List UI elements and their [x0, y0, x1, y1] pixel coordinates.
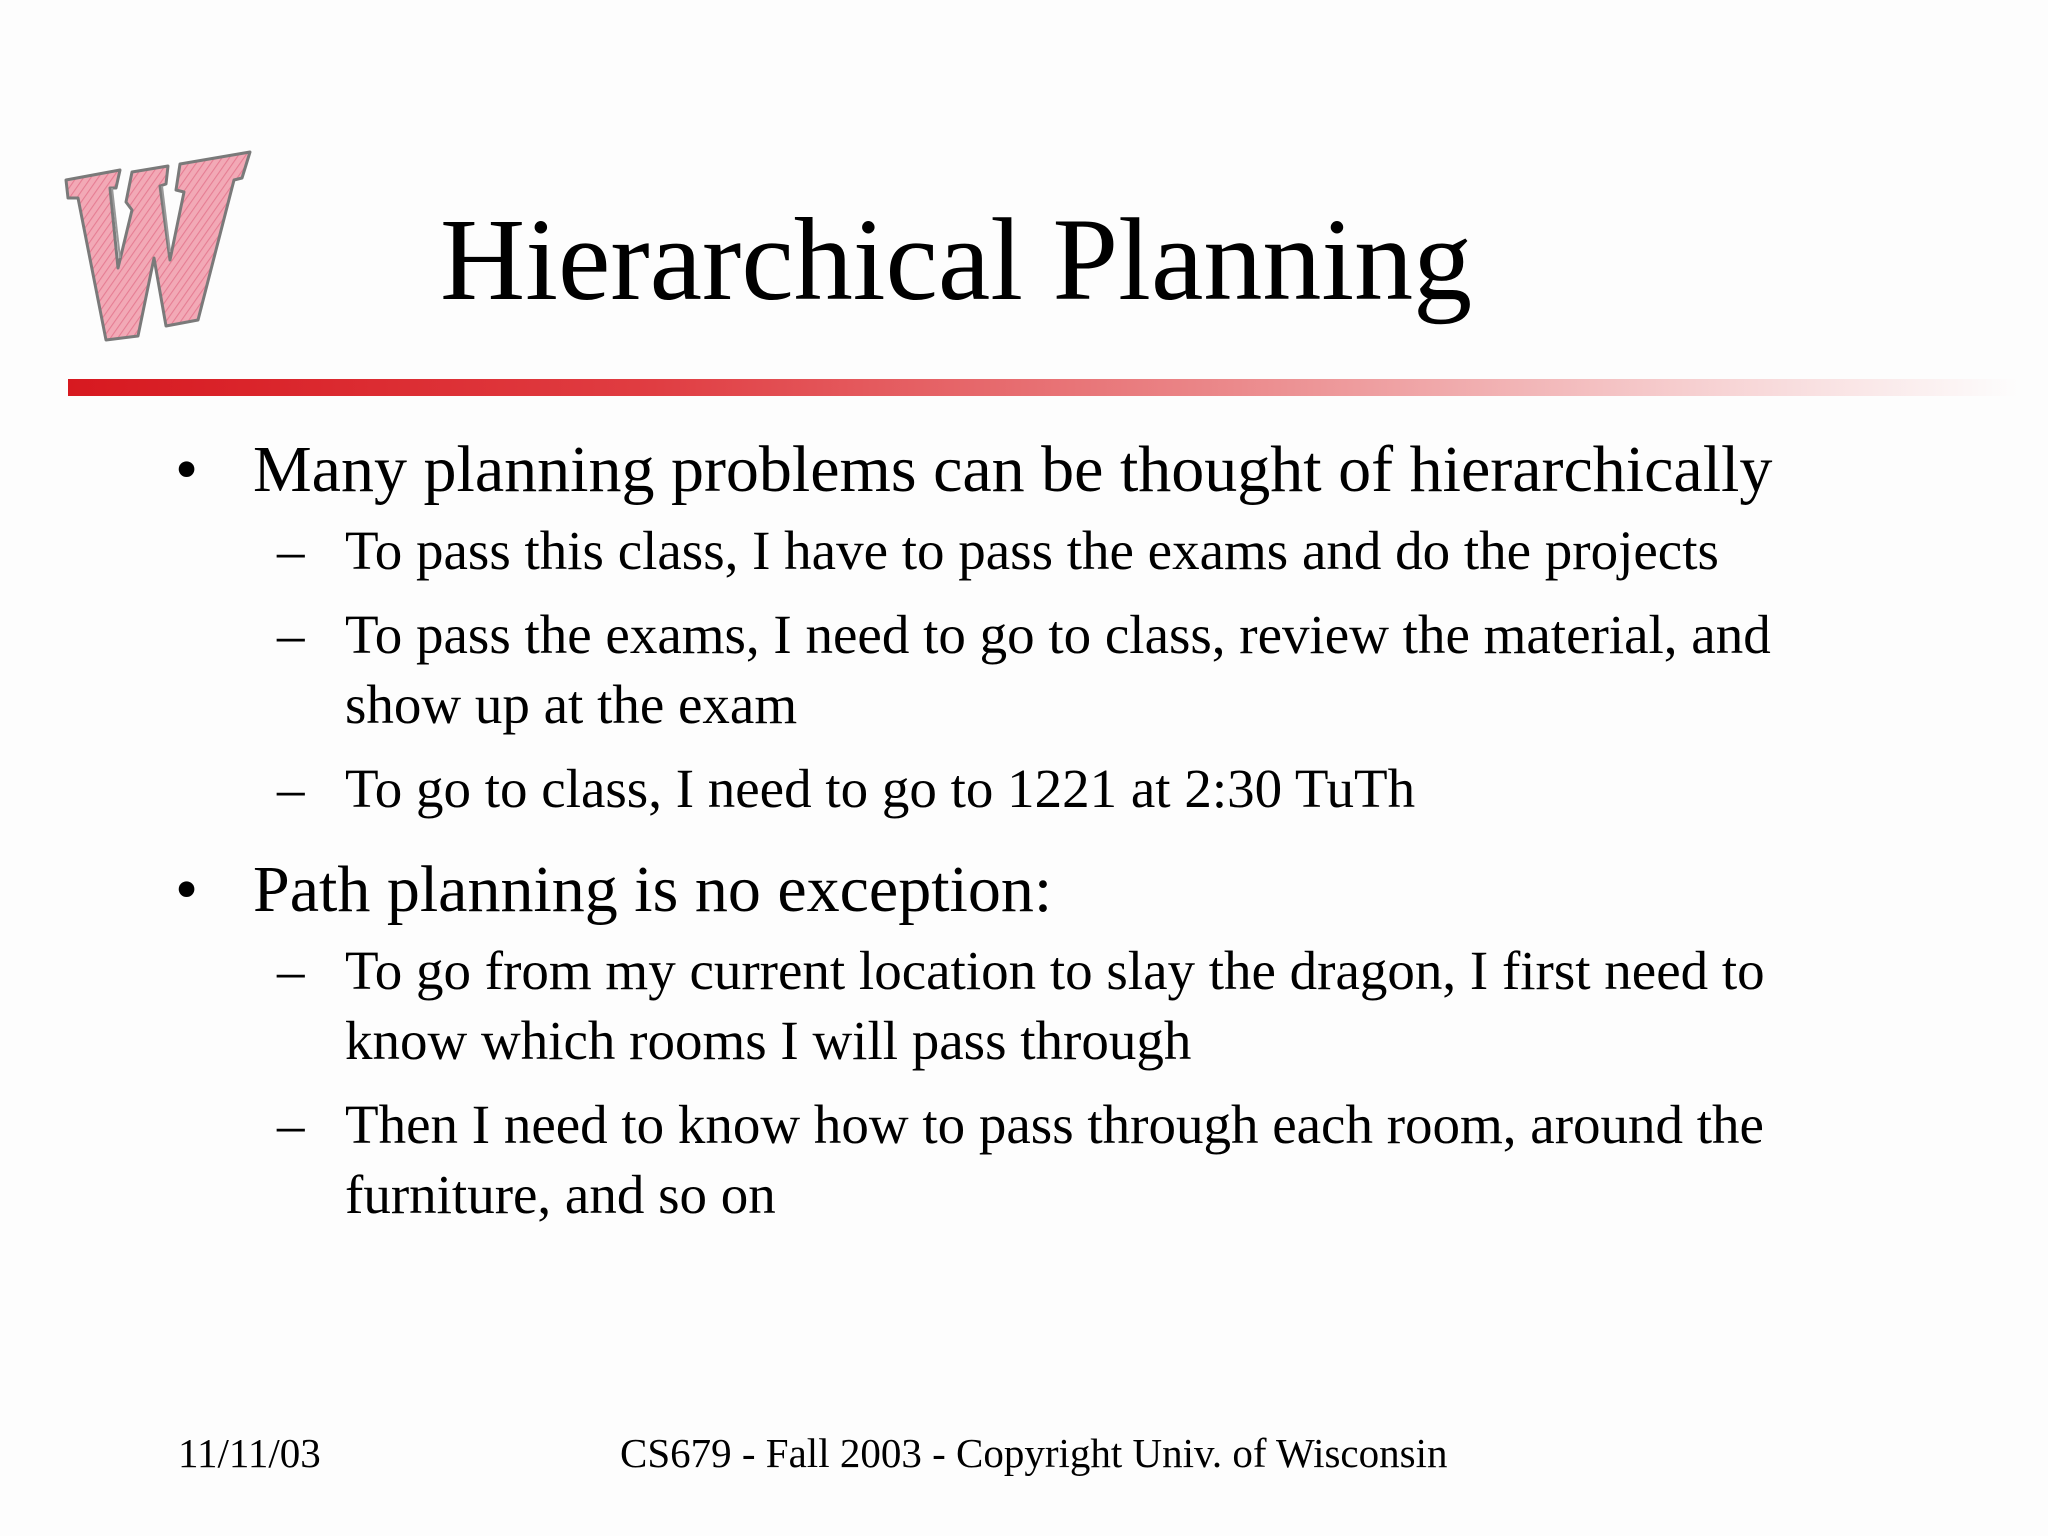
bullet-item [175, 850, 1855, 930]
sub-bullet-item [175, 936, 1855, 1076]
dash-marker: – [277, 520, 305, 581]
footer-date: 11/11/03 [178, 1430, 321, 1476]
sub-bullet-text: Then I need to know how to pass through each room, around the furniture, and so on [345, 1094, 1764, 1225]
slide-content [175, 430, 1855, 1244]
sub-bullet-item [175, 754, 1855, 824]
footer-copyright: CS679 - Fall 2003 - Copyright Univ. of Wisconsin [620, 1430, 1448, 1476]
bullet-text: Path planning is no exception: [253, 853, 1053, 926]
dash-marker: – [277, 940, 305, 1001]
sub-bullet-text: To pass the exams, I need to go to class, review the material, and show up at the exam [345, 604, 1771, 735]
dash-marker: – [277, 1094, 305, 1155]
sub-bullet-item [175, 516, 1855, 586]
sub-bullet-item [175, 600, 1855, 740]
sub-bullet-text: To pass this class, I have to pass the exams and do the projects [345, 520, 1719, 581]
bullet-marker: • [175, 433, 199, 506]
dash-marker: – [277, 758, 305, 819]
wisconsin-w-logo-icon [58, 140, 268, 350]
bullet-marker: • [175, 853, 199, 926]
sub-bullet-item [175, 1090, 1855, 1230]
dash-marker: – [277, 604, 305, 665]
bullet-text: Many planning problems can be thought of hierarchically [253, 433, 1773, 506]
bullet-item [175, 430, 1855, 510]
title-divider [68, 379, 2018, 396]
slide-title: Hierarchical Planning [440, 194, 1473, 325]
spacer [175, 838, 1855, 850]
sub-bullet-text: To go to class, I need to go to 1221 at 2:30 TuTh [345, 758, 1416, 819]
sub-bullet-text: To go from my current location to slay the dragon, I first need to know which rooms I will pass through [345, 940, 1765, 1071]
